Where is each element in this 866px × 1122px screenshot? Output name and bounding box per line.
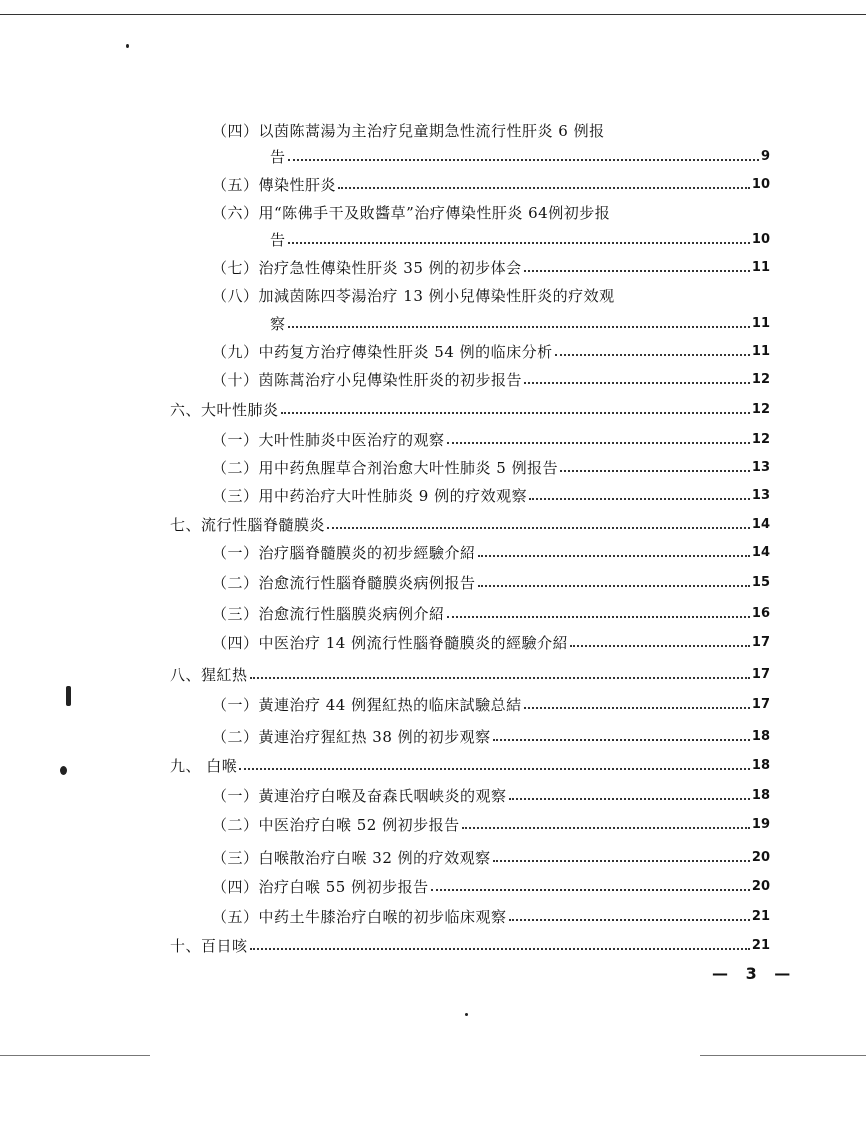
toc-entry-first-line — [212, 285, 615, 307]
toc-page-number: 17 — [751, 635, 770, 650]
toc-page-number: 18 — [751, 758, 770, 773]
toc-page-number: 11 — [751, 344, 770, 359]
dot-leader — [478, 585, 750, 587]
dot-leader — [555, 354, 750, 356]
toc-entry — [212, 694, 770, 716]
toc-page-number: 17 — [751, 667, 770, 682]
toc-entry-title: （二）黃連治疗猩紅热 38 例的初步观察 — [212, 728, 491, 746]
dot-leader — [447, 442, 750, 444]
toc-page-number: 12 — [751, 372, 770, 387]
toc-page-number: 9 — [760, 149, 770, 164]
dot-leader — [447, 616, 750, 618]
toc-page-number: 21 — [751, 938, 770, 953]
toc-entry — [212, 847, 770, 869]
dot-leader — [431, 889, 750, 891]
toc-entry-title: （二）中医治疗白喉 52 例初步报告 — [212, 816, 460, 834]
toc-entry-continuation — [270, 146, 770, 168]
dot-leader — [250, 677, 750, 679]
toc-page-number: 14 — [751, 517, 770, 532]
toc-entry-title: （四）中医治疗 14 例流行性腦脊髓膜炎的經驗介紹 — [212, 634, 569, 652]
toc-page-number: 17 — [751, 697, 770, 712]
dot-leader — [493, 860, 750, 862]
scan-speck — [66, 686, 71, 706]
dot-leader — [509, 919, 750, 921]
toc-entry-title: 七、流行性腦脊髓膜炎 — [170, 516, 326, 534]
dot-leader — [493, 739, 750, 741]
toc-entry — [212, 429, 770, 451]
toc-entry-title: 九、 白喉 — [170, 757, 238, 775]
scan-speck — [465, 1013, 468, 1016]
toc-entry — [212, 174, 770, 196]
toc-entry-title: （八）加減茵陈四苓湯治疗 13 例小兒傳染性肝炎的疗效观 — [212, 287, 615, 305]
scan-bottom-edge — [700, 1055, 866, 1056]
toc-entry — [212, 876, 770, 898]
toc-page-number: 19 — [751, 817, 770, 832]
scan-speck — [60, 766, 67, 775]
dot-leader — [570, 645, 750, 647]
dot-leader — [478, 555, 750, 557]
dot-leader — [327, 527, 750, 529]
scan-speck — [126, 44, 129, 48]
toc-entry — [212, 603, 770, 625]
toc-entry-title: （六）用“陈佛手干及敗醬草”治疗傳染性肝炎 64例初步报 — [212, 204, 611, 222]
toc-page-number: 20 — [751, 850, 770, 865]
toc-page-number: 21 — [751, 909, 770, 924]
toc-entry-title: （一）大叶性肺炎中医治疗的观察 — [212, 431, 445, 449]
toc-entry — [170, 514, 770, 536]
toc-page-number: 13 — [751, 488, 770, 503]
toc-entry-title: 告 — [270, 148, 286, 166]
dot-leader — [462, 827, 750, 829]
toc-entry-title: （五）中药土牛膝治疗白喉的初步临床观察 — [212, 908, 507, 926]
toc-entry-title: （三）白喉散治疗白喉 32 例的疗效观察 — [212, 849, 491, 867]
dot-leader — [524, 270, 750, 272]
toc-entry — [212, 814, 770, 836]
dot-leader — [529, 498, 750, 500]
toc-entry — [212, 785, 770, 807]
toc-entry-title: （四）以茵陈蒿湯为主治疗兒童期急性流行性肝炎 6 例报 — [212, 122, 605, 140]
toc-entry-title: （九）中药复方治疗傳染性肝炎 54 例的临床分析 — [212, 343, 553, 361]
toc-entry — [212, 632, 770, 654]
dot-leader — [288, 159, 759, 161]
toc-page-number: 10 — [751, 232, 770, 247]
toc-entry-title: （一）黃連治疗 44 例猩紅热的临床試驗总結 — [212, 696, 522, 714]
toc-page-number: 13 — [751, 460, 770, 475]
toc-page-number: 14 — [751, 545, 770, 560]
toc-entry — [212, 369, 770, 391]
dot-leader — [509, 798, 750, 800]
toc-page-number: 10 — [751, 177, 770, 192]
toc-entry-title: 八、猩紅热 — [170, 666, 248, 684]
toc-page-number: 18 — [751, 788, 770, 803]
toc-entry — [170, 935, 770, 957]
toc-page-number: 20 — [751, 879, 770, 894]
toc-entry-title: 十、百日咳 — [170, 937, 248, 955]
dot-leader — [524, 707, 750, 709]
scan-top-edge — [0, 14, 866, 15]
toc-entry-title: 告 — [270, 231, 286, 249]
toc-entry — [212, 485, 770, 507]
toc-page-number: 18 — [751, 729, 770, 744]
toc-entry — [212, 341, 770, 363]
toc-entry-continuation — [270, 229, 770, 251]
toc-page-number: 12 — [751, 432, 770, 447]
toc-entry — [212, 542, 770, 564]
dot-leader — [524, 382, 750, 384]
toc-entry — [170, 664, 770, 686]
dot-leader — [338, 187, 750, 189]
toc-entry-title: 察 — [270, 315, 286, 333]
dot-leader — [281, 412, 750, 414]
toc-entry-title: 六、大叶性肺炎 — [170, 401, 279, 419]
toc-page-number: 11 — [751, 316, 770, 331]
toc-entry-first-line — [212, 202, 610, 224]
toc-entry-title: （三）治愈流行性腦膜炎病例介紹 — [212, 605, 445, 623]
dot-leader — [288, 242, 750, 244]
toc-entry — [212, 726, 770, 748]
dot-leader — [239, 768, 750, 770]
dot-leader — [250, 948, 750, 950]
toc-page-number: 11 — [751, 260, 770, 275]
toc-entry-title: （二）治愈流行性腦脊髓膜炎病例报告 — [212, 574, 476, 592]
toc-entry-title: （七）治疗急性傳染性肝炎 35 例的初步体会 — [212, 259, 522, 277]
toc-entry — [212, 257, 770, 279]
page-number: — 3 — — [712, 964, 797, 983]
toc-entry-title: （一）黃連治疗白喉及奋森氏咽峡炎的观察 — [212, 787, 507, 805]
toc-entry-first-line — [212, 120, 605, 142]
toc-entry — [170, 755, 770, 777]
toc-entry-title: （五）傳染性肝炎 — [212, 176, 337, 194]
toc-page-number: 16 — [751, 606, 770, 621]
toc-entry-continuation — [270, 313, 770, 335]
toc-entry — [212, 906, 770, 928]
toc-entry-title: （三）用中药治疗大叶性肺炎 9 例的疗效观察 — [212, 487, 528, 505]
toc-entry-title: （二）用中药魚腥草合剂治愈大叶性肺炎 5 例报告 — [212, 459, 559, 477]
toc-page-number: 12 — [751, 402, 770, 417]
toc-entry-title: （四）治疗白喉 55 例初步报告 — [212, 878, 429, 896]
toc-entry — [212, 572, 770, 594]
toc-page-number: 15 — [751, 575, 770, 590]
dot-leader — [288, 326, 750, 328]
toc-entry — [170, 399, 770, 421]
toc-entry — [212, 457, 770, 479]
dot-leader — [560, 470, 750, 472]
toc-entry-title: （十）茵陈蒿治疗小兒傳染性肝炎的初步报告 — [212, 371, 523, 389]
toc-entry-title: （一）治疗腦脊髓膜炎的初步經驗介紹 — [212, 544, 476, 562]
scan-bottom-edge — [0, 1055, 150, 1056]
